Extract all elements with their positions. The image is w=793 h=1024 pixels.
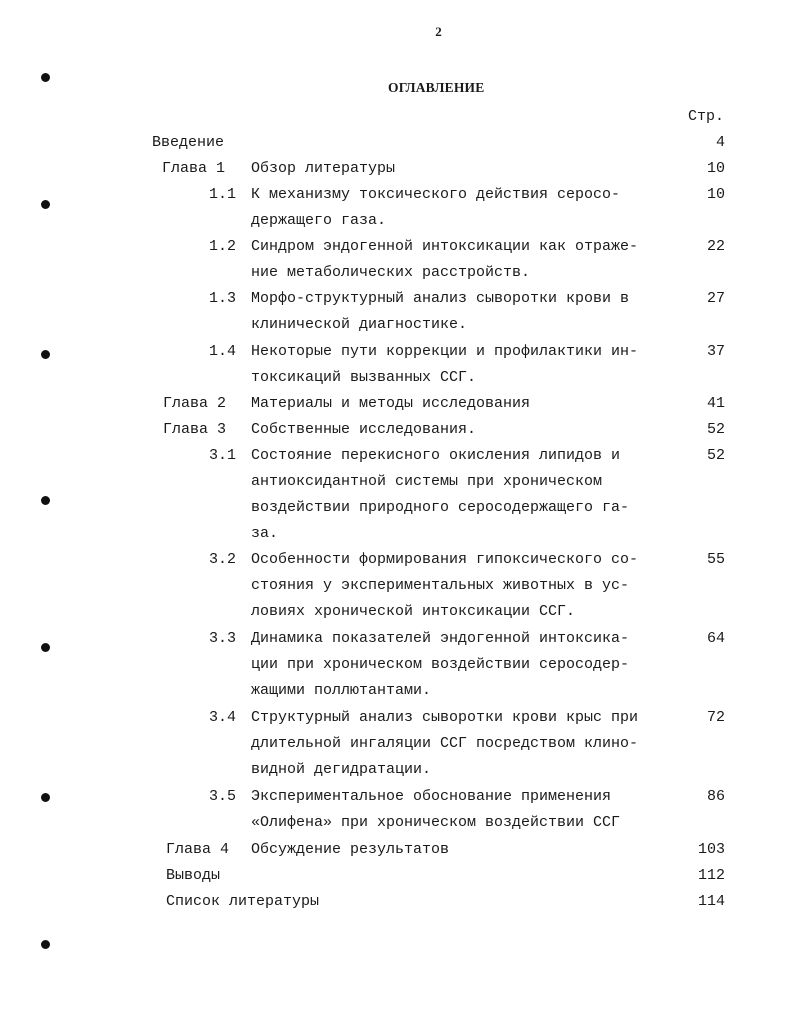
toc-entry-title-line: ции при хроническом воздействии серосодер-	[251, 656, 630, 673]
toc-entry-label: Глава 1	[162, 160, 226, 177]
toc-page-number: 10	[706, 160, 725, 177]
toc-section-number: 3.2	[208, 551, 236, 568]
toc-entry-title	[251, 417, 681, 443]
toc-page-number: 103	[697, 841, 725, 858]
toc-section-number: 3.5	[208, 788, 236, 805]
toc-entry-title-line: Собственные исследования.	[251, 421, 477, 438]
toc-entry-title-line: держащего газа.	[251, 212, 387, 229]
toc-entry-title-line: жащими поллютантами.	[251, 682, 432, 699]
toc-page-number: 112	[697, 867, 725, 884]
toc-entry-title	[251, 626, 681, 704]
toc-entry-title-line: «Олифена» при хроническом воздействии ССГ	[251, 814, 621, 831]
toc-entry-label: Введение	[152, 134, 225, 151]
toc-entry-title	[251, 156, 681, 182]
page-number: 2	[435, 24, 442, 39]
toc-entry-title-line: длительной ингаляции ССГ посредством клино-	[251, 735, 639, 752]
toc-section-number: 1.4	[208, 343, 236, 360]
toc-entry-title-line: воздействии природного серосодержащего га-	[251, 499, 630, 516]
toc-entry-title-line: антиоксидантной системы при хроническом	[251, 473, 603, 490]
toc-entry-title-line: Экспериментальное обоснование применения	[251, 788, 612, 805]
toc-entry-title-line: Динамика показателей эндогенной интоксика-	[251, 630, 630, 647]
toc-entry-title	[251, 705, 681, 783]
toc-entry-title-line: ние метаболических расстройств.	[251, 264, 531, 281]
toc-entry-title	[251, 837, 681, 863]
toc-entry-title	[251, 784, 681, 836]
toc-entry-title-line: Состояние перекисного окисления липидов и	[251, 447, 621, 464]
toc-entry-label: Список литературы	[166, 893, 320, 910]
toc-page-number: 37	[706, 343, 725, 360]
toc-page-number: 72	[706, 709, 725, 726]
toc-entry-title	[251, 391, 681, 417]
pages-column-header: Стр.	[688, 108, 725, 125]
toc-section-number: 1.2	[208, 238, 236, 255]
toc-page-number: 52	[706, 421, 725, 438]
toc-section-number: 1.3	[208, 290, 236, 307]
toc-entry-title	[251, 234, 681, 286]
toc-entry-title-line: стояния у экспериментальных животных в ус-	[251, 577, 630, 594]
toc-entry-label: Глава 4	[166, 841, 230, 858]
page-title: ОГЛАВЛЕНИЕ	[388, 80, 485, 95]
toc-entry-label: Глава 3	[163, 421, 227, 438]
toc-entry-title	[251, 182, 681, 234]
toc-entry-title-line: Структурный анализ сыворотки крови крыс при	[251, 709, 639, 726]
toc-entry-title-line: видной дегидратации.	[251, 761, 432, 778]
toc-entry-title-line: Синдром эндогенной интоксикации как отраже-	[251, 238, 639, 255]
toc-entry-title-line: Морфо-структурный анализ сыворотки крови в	[251, 290, 630, 307]
toc-entry-label: Выводы	[166, 867, 221, 884]
toc-page-number: 64	[706, 630, 725, 647]
toc-section-number: 3.3	[208, 630, 236, 647]
toc-entry-title-line: Обсуждение результатов	[251, 841, 450, 858]
toc-page-number: 114	[697, 893, 725, 910]
toc-entry-title-line: токсикаций вызванных ССГ.	[251, 369, 477, 386]
toc-page-number: 52	[706, 447, 725, 464]
toc-entry-label: Глава 2	[163, 395, 227, 412]
toc-section-number: 3.4	[208, 709, 236, 726]
toc-page-number: 86	[706, 788, 725, 805]
toc-section-number: 1.1	[208, 186, 236, 203]
toc-entry-title-line: ловиях хронической интоксикации ССГ.	[251, 603, 576, 620]
toc-entry-title	[251, 286, 681, 338]
toc-page-number: 4	[715, 134, 725, 151]
toc-section-number: 3.1	[208, 447, 236, 464]
toc-page-number: 27	[706, 290, 725, 307]
toc-page-number: 22	[706, 238, 725, 255]
toc-entry-title-line: за.	[251, 525, 279, 542]
toc-entry-title-line: Материалы и методы исследования	[251, 395, 531, 412]
toc-entry-title-line: Некоторые пути коррекции и профилактики ин-	[251, 343, 639, 360]
toc-page-number: 41	[706, 395, 725, 412]
toc-entry-title-line: К механизму токсического действия серосо-	[251, 186, 621, 203]
toc-entry-title-line: Особенности формирования гипоксического со-	[251, 551, 639, 568]
toc-entry-title-line: Обзор литературы	[251, 160, 396, 177]
toc-entry-title	[251, 339, 681, 391]
toc-entry-title	[251, 443, 681, 547]
toc-entry-title-line: клинической диагностике.	[251, 316, 468, 333]
toc-page-number: 10	[706, 186, 725, 203]
toc-entry-title	[251, 547, 681, 625]
toc-page-number: 55	[706, 551, 725, 568]
